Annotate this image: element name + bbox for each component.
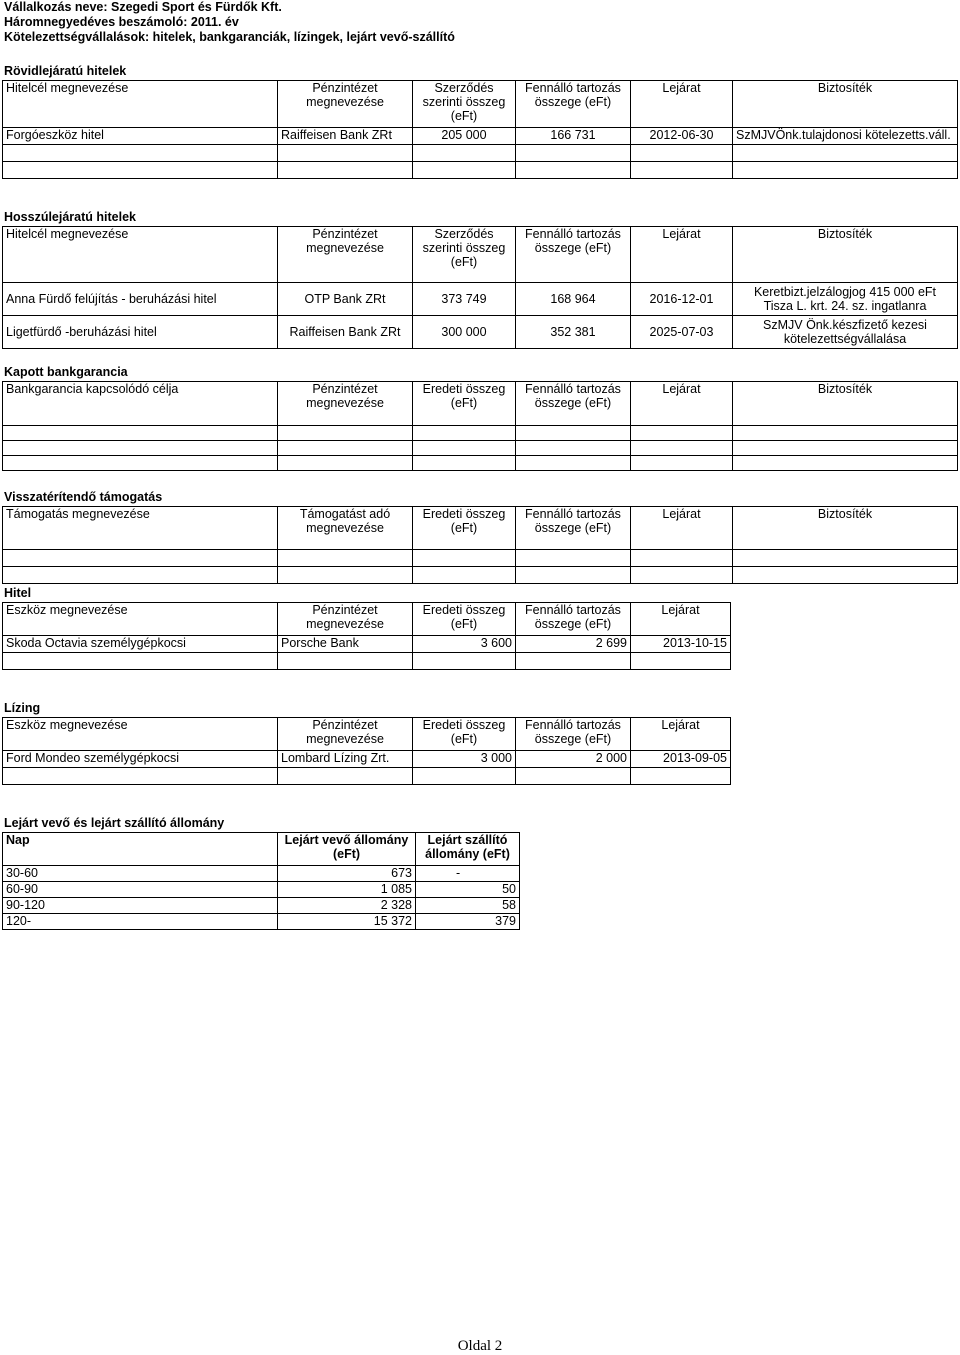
- header-cell: Pénzintézet megnevezése: [278, 603, 413, 636]
- table-header-row: [3, 718, 731, 751]
- table-cell: Lombard Lízing Zrt.: [278, 751, 413, 768]
- page-number: Oldal 2: [457, 1338, 503, 1354]
- header-cell: Fennálló tartozás összege (eFt): [516, 507, 631, 550]
- table-row: [3, 283, 958, 316]
- table-row-empty: [3, 426, 958, 441]
- header-cell: Eszköz megnevezése: [3, 603, 278, 636]
- header-cell: Szerződés szerinti összeg (eFt): [413, 81, 516, 128]
- header-cell: Bankgarancia kapcsolódó célja: [3, 382, 278, 426]
- header-cell: Lejárat: [631, 81, 733, 128]
- table-row-empty: [3, 441, 958, 456]
- table-row-empty: [3, 550, 958, 567]
- table-cell: 300 000: [413, 316, 516, 349]
- table-row: [3, 898, 520, 914]
- header-cell: Nap: [3, 833, 278, 866]
- table-header-row: [3, 227, 958, 283]
- table-row: [3, 751, 731, 768]
- table-cell: 2013-09-05: [631, 751, 731, 768]
- header-cell: Lejárat: [631, 507, 733, 550]
- table-cell: 379: [416, 914, 520, 930]
- table-header-row: [3, 382, 958, 426]
- header-cell: Lejárt vevő állomány (eFt): [278, 833, 416, 866]
- table-row: [3, 636, 731, 653]
- credit-table: [2, 602, 731, 670]
- overdue-title: Lejárt vevő és lejárt szállító állomány: [4, 816, 225, 830]
- table-cell: 352 381: [516, 316, 631, 349]
- table-row: [3, 882, 520, 898]
- header-cell: Fennálló tartozás összege (eFt): [516, 603, 631, 636]
- short-loans-table: [2, 80, 958, 179]
- header-cell: Fennálló tartozás összege (eFt): [516, 81, 631, 128]
- table-cell: Forgóeszköz hitel: [3, 128, 278, 145]
- report-subject: Kötelezettségvállalások: hitelek, bankgaranciák, lízingek, lejárt vevő-szállító: [4, 30, 455, 44]
- header-cell: Biztosíték: [733, 227, 958, 283]
- subsidy-table: [2, 506, 958, 584]
- table-row-empty: [3, 456, 958, 471]
- header-cell: Támogatás megnevezése: [3, 507, 278, 550]
- header-cell: Eredeti összeg (eFt): [413, 718, 516, 751]
- table-cell: 2 328: [278, 898, 416, 914]
- header-cell: Biztosíték: [733, 507, 958, 550]
- header-cell: Fennálló tartozás összege (eFt): [516, 227, 631, 283]
- header-cell: Pénzintézet megnevezése: [278, 382, 413, 426]
- table-header-row: [3, 507, 958, 550]
- table-cell: 58: [416, 898, 520, 914]
- table-cell: 3 600: [413, 636, 516, 653]
- table-cell: Ford Mondeo személygépkocsi: [3, 751, 278, 768]
- table-cell: Keretbizt.jelzálogjog 415 000 eFt Tisza L. krt. 24. sz. ingatlanra: [733, 283, 958, 316]
- table-cell: 2 000: [516, 751, 631, 768]
- table-cell: OTP Bank ZRt: [278, 283, 413, 316]
- company-name: Vállalkozás neve: Szegedi Sport és Fürdők Kft.: [4, 0, 282, 14]
- table-cell: 2013-10-15: [631, 636, 731, 653]
- long-loans-title: Hosszúlejáratú hitelek: [4, 210, 136, 224]
- table-cell: Skoda Octavia személygépkocsi: [3, 636, 278, 653]
- table-row: [3, 316, 958, 349]
- table-cell: 205 000: [413, 128, 516, 145]
- guarantee-table: [2, 381, 958, 471]
- header-cell: Eredeti összeg (eFt): [413, 382, 516, 426]
- table-cell: 30-60: [3, 866, 278, 882]
- table-cell: 2012-06-30: [631, 128, 733, 145]
- header-cell: Eredeti összeg (eFt): [413, 507, 516, 550]
- long-loans-table: [2, 226, 958, 349]
- header-cell: Pénzintézet megnevezése: [278, 227, 413, 283]
- header-cell: Pénzintézet megnevezése: [278, 81, 413, 128]
- table-cell: 2 699: [516, 636, 631, 653]
- leasing-title: Lízing: [4, 701, 41, 715]
- header-cell: Támogatást adó megnevezése: [278, 507, 413, 550]
- credit-title: Hitel: [4, 586, 32, 600]
- header-cell: Pénzintézet megnevezése: [278, 718, 413, 751]
- guarantee-title: Kapott bankgarancia: [4, 365, 128, 379]
- header-cell: Biztosíték: [733, 382, 958, 426]
- table-cell: 673: [278, 866, 416, 882]
- table-cell: 90-120: [3, 898, 278, 914]
- table-cell: 50: [416, 882, 520, 898]
- table-row-empty: [3, 567, 958, 584]
- header-cell: Lejárt szállító állomány (eFt): [416, 833, 520, 866]
- table-header-row: [3, 833, 520, 866]
- header-cell: Lejárat: [631, 603, 731, 636]
- table-cell: 166 731: [516, 128, 631, 145]
- table-header-row: [3, 603, 731, 636]
- table-cell: 120-: [3, 914, 278, 930]
- table-cell: 2016-12-01: [631, 283, 733, 316]
- header-cell: Biztosíték: [733, 81, 958, 128]
- table-row: [3, 128, 958, 145]
- short-loans-title: Rövidlejáratú hitelek: [4, 64, 127, 78]
- table-cell: SzMJV Önk.készfizető kezesi kötelezettségvállalása: [733, 316, 958, 349]
- header-cell: Eszköz megnevezése: [3, 718, 278, 751]
- table-cell: Raiffeisen Bank ZRt: [278, 128, 413, 145]
- table-cell: 168 964: [516, 283, 631, 316]
- header-cell: Fennálló tartozás összege (eFt): [516, 382, 631, 426]
- table-header-row: [3, 81, 958, 128]
- header-cell: Lejárat: [631, 227, 733, 283]
- table-cell: 60-90: [3, 882, 278, 898]
- table-cell: Porsche Bank: [278, 636, 413, 653]
- table-row-empty: [3, 145, 958, 162]
- header-cell: Fennálló tartozás összege (eFt): [516, 718, 631, 751]
- header-cell: Hitelcél megnevezése: [3, 81, 278, 128]
- table-cell: Ligetfürdő -beruházási hitel: [3, 316, 278, 349]
- table-cell: -: [416, 866, 520, 882]
- table-row-empty: [3, 162, 958, 179]
- leasing-table: [2, 717, 731, 785]
- subsidy-title: Visszatérítendő támogatás: [4, 490, 163, 504]
- table-row-empty: [3, 768, 731, 785]
- overdue-table: [2, 832, 520, 930]
- header-cell: Lejárat: [631, 718, 731, 751]
- table-row: [3, 866, 520, 882]
- table-cell: SzMJVÖnk.tulajdonosi kötelezetts.váll.: [733, 128, 958, 145]
- header-cell: Eredeti összeg (eFt): [413, 603, 516, 636]
- table-cell: 3 000: [413, 751, 516, 768]
- table-row-empty: [3, 653, 731, 670]
- table-cell: 15 372: [278, 914, 416, 930]
- header-cell: Szerződés szerinti összeg (eFt): [413, 227, 516, 283]
- table-cell: Raiffeisen Bank ZRt: [278, 316, 413, 349]
- header-cell: Hitelcél megnevezése: [3, 227, 278, 283]
- header-cell: Lejárat: [631, 382, 733, 426]
- table-cell: Anna Fürdő felújítás - beruházási hitel: [3, 283, 278, 316]
- table-row: [3, 914, 520, 930]
- table-cell: 2025-07-03: [631, 316, 733, 349]
- table-cell: 1 085: [278, 882, 416, 898]
- report-period: Háromnegyedéves beszámoló: 2011. év: [4, 15, 239, 29]
- table-cell: 373 749: [413, 283, 516, 316]
